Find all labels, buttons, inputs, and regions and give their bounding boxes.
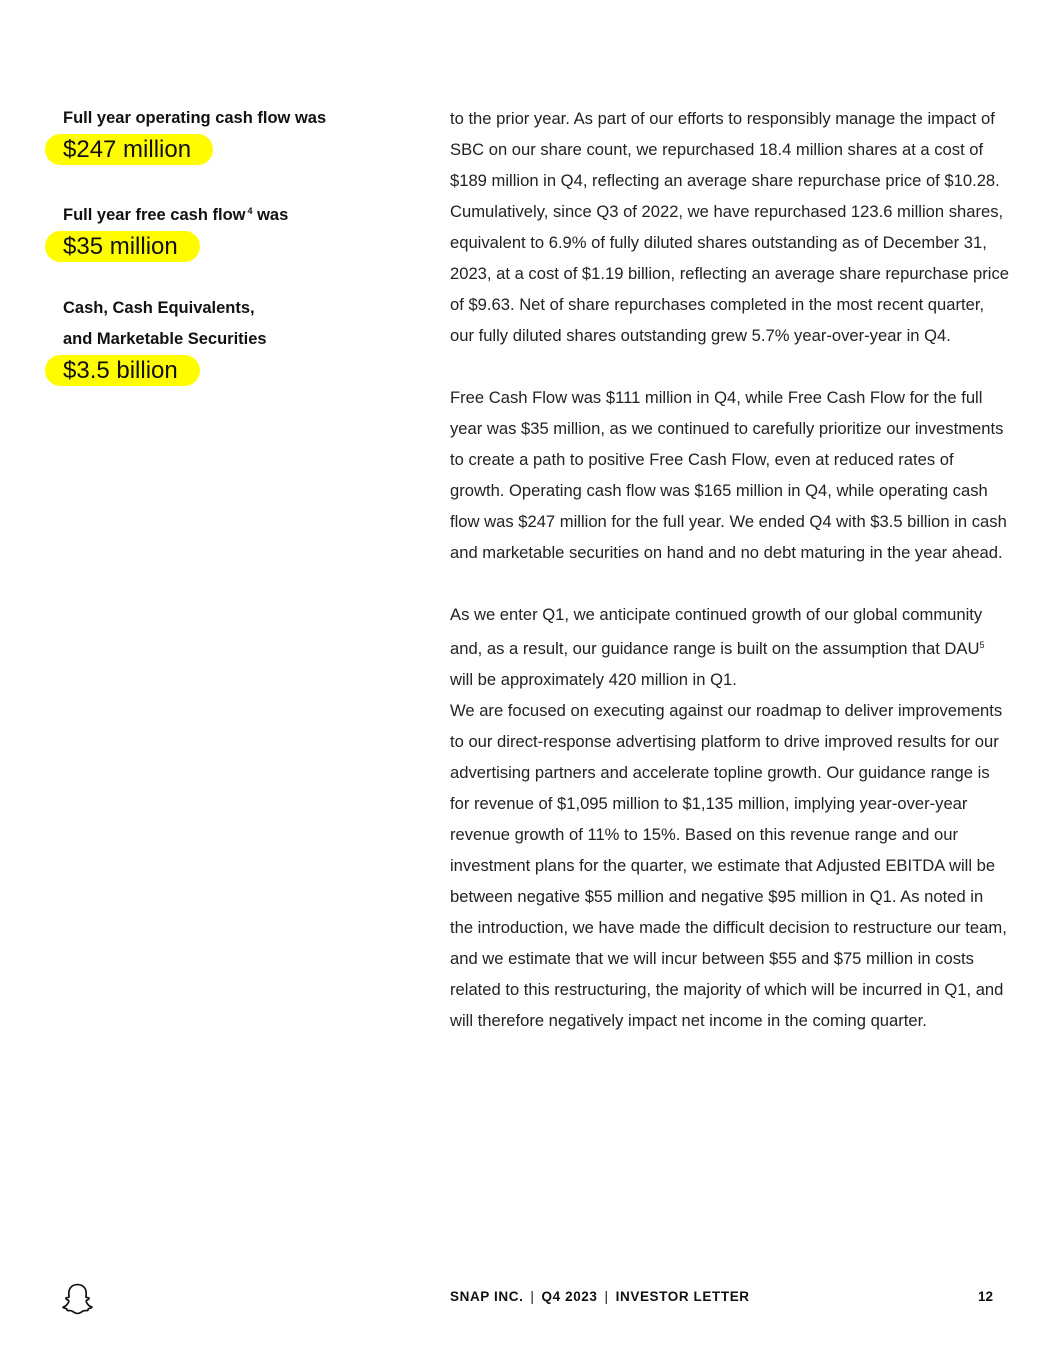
footer-doc-title: INVESTOR LETTER [615, 1289, 750, 1304]
snapchat-ghost-icon [60, 1282, 95, 1316]
paragraph-guidance [450, 599, 1010, 1036]
footnote-marker: 5 [979, 640, 985, 650]
kpi-label: Full year operating cash flow was [63, 109, 327, 127]
footer-title [450, 1289, 750, 1304]
kpi-operating-cash-flow [45, 103, 385, 165]
kpi-value-highlight: $35 million [45, 231, 200, 262]
footer-period: Q4 2023 [541, 1289, 598, 1304]
kpi-label-line2: and Marketable Securities [63, 330, 267, 348]
kpi-sidebar [45, 103, 385, 417]
kpi-label-suffix: was [257, 206, 289, 224]
kpi-label [45, 196, 385, 231]
paragraph-share-repurchase: to the prior year. As part of our efforts to responsibly manage the impact of SBC on our share count, we repurchased 18.4 million shares at a cost of $189 million in Q4, reflecting an average share repurchase price of $10.28. Cumulatively, since Q3 of 2022, we have repurchased 123.6 million shares, equivalent to 6.9% of fully diluted shares outstanding as of December 31, 2023, at a cost of $1.19 billion, reflecting an average share repurchase price of $9.63. Net of share repurchases completed in the most recent quarter, our fully diluted shares outstanding grew 5.7% year-over-year in Q4. [450, 109, 1010, 345]
footer-company: SNAP INC. [450, 1289, 524, 1304]
kpi-free-cash-flow [45, 196, 385, 262]
body-text [450, 103, 1010, 1067]
kpi-label-line1: Cash, Cash Equivalents, [63, 299, 255, 317]
footer-separator: | [530, 1289, 535, 1304]
paragraph-free-cash-flow: Free Cash Flow was $111 million in Q4, while Free Cash Flow for the full year was $35 million, as we continued to carefully prioritize our investments to create a path to positive Free Cash Flow, even at reduced rates of growth. Operating cash flow was $165 million in Q4, while operating cash flow was $247 million for the full year. We ended Q4 with $3.5 billion in cash and marketable securities on hand and no debt maturing in the year ahead. [450, 388, 1007, 562]
guidance-text-b: will be approximately 420 million in Q1. [450, 670, 737, 689]
footer-separator: | [604, 1289, 609, 1304]
page-number: 12 [977, 1289, 993, 1304]
footnote-marker: 4 [247, 206, 253, 216]
guidance-text-c: We are focused on executing against our roadmap to deliver improvements to our direct-response advertising platform to drive improved results for our advertising partners and accelerate topline growth. Our guidance range is for revenue of $1,095 million to $1,135 million, implying year-over-year revenue growth of 11% to 15%. Based on this revenue range and our investment plans for the quarter, we estimate that Adjusted EBITDA will be between negative $55 million and negative $95 million in Q1. As noted in the introduction, we have made the difficult decision to restructure our team, and we estimate that we will incur between $55 and $75 million in costs related to this restructuring, the majority of which will be incurred in Q1, and will therefore negatively impact net income in the coming quarter. [450, 701, 1007, 1030]
kpi-value-highlight: $3.5 billion [45, 355, 200, 386]
kpi-label-text: Full year free cash flow [63, 206, 246, 224]
kpi-value-highlight: $247 million [45, 134, 213, 165]
kpi-cash-equivalents [45, 293, 385, 386]
guidance-text-a: As we enter Q1, we anticipate continued growth of our global community and, as a result, our guidance range is built on the assumption that DAU [450, 605, 983, 658]
